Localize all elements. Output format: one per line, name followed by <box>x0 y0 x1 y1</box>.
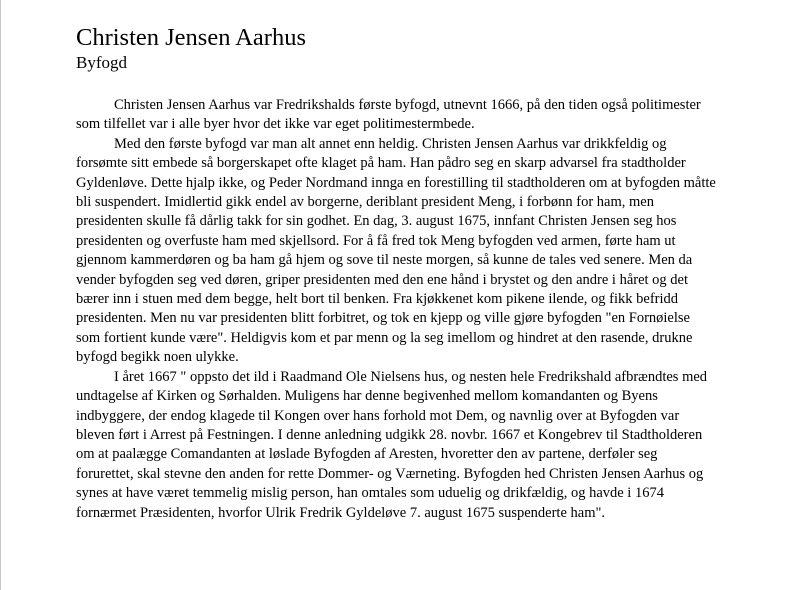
document-title: Christen Jensen Aarhus <box>76 24 306 51</box>
paragraph: Christen Jensen Aarhus var Fredrikshalds første byfogd, utnevnt 1666, på den tiden også politimester som tilfellet var i alle byer hvor det ikke var eget politimestermbede. <box>76 97 701 133</box>
document-body <box>76 96 716 523</box>
paragraph: Med den første byfogd var man alt annet enn heldig. Christen Jensen Aarhus var drikkfeldig og forsømte sitt embede så borgerskapet ofte klaget på ham. Han pådro seg en skarp advarsel fra stadtholder Gyldenløve. Dette hjalp ikke, og Peder Nordmand innga en forestilling til stadtholderen om at byfogden måtte bli suspendert. Imidlertid gikk endel av borgerne, deriblant president Meng, i forbønn for ham, men presidenten skulle få dårlig takk for sin godhet. En dag, 3. august 1675, innfant Christen Jensen seg hos presidenten og overfuste ham med skjellsord. For å få fred tok Meng byfogden ved armen, førte ham ut gjennom kammerdøren og ba ham gå hjem og sove til neste morgen, så kunne de tales ved senere. Men da vender byfogden seg ved døren, griper presidenten med den ene hånd i brystet og den andre i håret og det bærer inn i stuen med dem begge, helt bort til benken. Fra kjøkkenet kom pikene ilende, og fikk befridd presidenten. Men nu var presidenten blitt forbitret, og tok en kjepp og ville gjøre byfogden "en Fornøielse som fortient kunde være". Heldigvis kom et par menn og la seg imellom og hindret at den rasende, drukne byfogd begikk noen ulykke. <box>76 135 716 366</box>
document <box>76 23 716 523</box>
paragraph: I året 1667 " oppsto det ild i Raadmand Ole Nielsens hus, og nesten hele Fredrikshald afbrændtes med undtagelse af Kirken og Sørhalden. Muligens har denne begivenhed mellom komandanten og Byens indbyggere, der endog klagede til Kongen over hans forhold mot Dem, og navnlig over at Byfogden var bleven ført i Arrest på Festningen. I denne anledning udgikk 28. novbr. 1667 et Kongebrev til Stadtholderen om at paalægge Comandanten at løslade Byfogden af Aresten, hvoretter den av partene, derføler seg forurettet, skal stevne den anden for rette Dommer- og Værneting. Byfogden hed Christen Jensen Aarhus og synes at have været temmelig mislig person, han omtales som uduelig og drikfældig, og havde i 1674 fornærmet Præsidenten, hvorfor Ulrik Fredrik Gyldeløve 7. august 1675 suspenderte ham". <box>76 368 708 521</box>
page-left-edge <box>0 0 1 590</box>
document-subtitle: Byfogd <box>76 53 127 72</box>
